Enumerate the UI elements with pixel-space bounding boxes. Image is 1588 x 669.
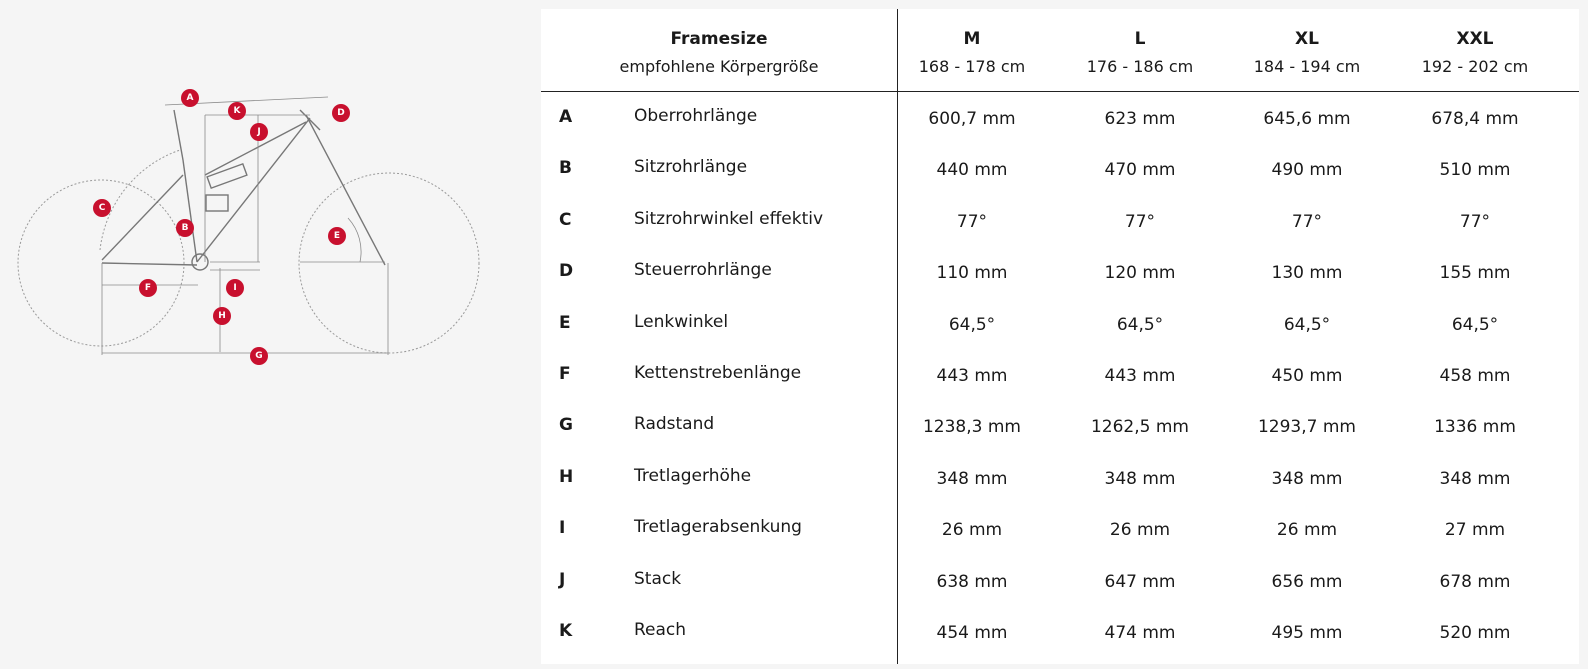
seat-angle-arc: [100, 150, 180, 250]
row-value: 348 mm: [936, 468, 1008, 489]
row-label: Stack: [634, 568, 682, 589]
row-value: 77°: [956, 211, 988, 232]
svg-text:C: C: [98, 203, 106, 213]
row-letter: D: [559, 261, 574, 282]
row-value: 64,5°: [948, 314, 996, 335]
svg-text:F: F: [144, 283, 152, 293]
row-value: 155 mm: [1439, 263, 1511, 284]
svg-text:H: H: [218, 311, 226, 321]
row-letter: G: [559, 415, 573, 436]
row-value: 443 mm: [936, 366, 1008, 386]
table-row: [541, 455, 1579, 507]
row-value: 678 mm: [1439, 571, 1511, 592]
badge-j: [250, 123, 268, 141]
row-label: Kettenstrebenlänge: [634, 363, 802, 383]
row-value: 470 mm: [1104, 160, 1176, 181]
svg-text:I: I: [233, 283, 237, 293]
size-xl-header: [1222, 25, 1392, 81]
row-label: Sitzrohrlänge: [634, 157, 748, 178]
row-value: 443 mm: [1104, 366, 1176, 386]
svg-text:A: A: [186, 93, 194, 103]
row-label: Radstand: [634, 414, 715, 435]
row-value: 1293,7 mm: [1257, 417, 1356, 438]
row-value: 26 mm: [1276, 520, 1338, 541]
size-xxl-header: [1390, 25, 1560, 81]
badge-e: [328, 227, 346, 245]
size-l-range: 176 - 186 cm: [1086, 57, 1194, 76]
table-row: [541, 506, 1579, 558]
framesize-title: Framesize: [670, 29, 768, 49]
row-value: 600,7 mm: [928, 109, 1016, 129]
row-letter: E: [559, 312, 571, 333]
row-value: 678,4 mm: [1431, 109, 1519, 129]
svg-text:K: K: [233, 106, 241, 116]
row-value: 645,6 mm: [1263, 109, 1351, 129]
table-row: [541, 198, 1579, 250]
table-row: [541, 301, 1579, 353]
row-letter: I: [559, 518, 566, 539]
table-row: [541, 558, 1579, 610]
size-l-header: [1055, 25, 1225, 81]
row-value: 26 mm: [941, 520, 1003, 541]
row-value: 120 mm: [1104, 263, 1176, 284]
table-header: [541, 9, 1579, 92]
row-letter: C: [559, 209, 572, 230]
bike-frame: [102, 110, 385, 270]
row-value: 110 mm: [936, 263, 1008, 284]
row-value: 348 mm: [1104, 468, 1176, 489]
row-value: 1238,3 mm: [922, 417, 1021, 438]
size-m-range: 168 - 178 cm: [918, 57, 1026, 76]
row-value: 77°: [1459, 211, 1491, 232]
badge-d: [332, 104, 350, 122]
row-value: 64,5°: [1451, 314, 1499, 335]
row-value: 348 mm: [1439, 468, 1511, 489]
row-value: 638 mm: [936, 571, 1008, 592]
badge-h: [213, 307, 231, 325]
size-xl-range: 184 - 194 cm: [1253, 57, 1361, 76]
row-value: 450 mm: [1271, 366, 1343, 386]
table-row: [541, 609, 1579, 661]
row-value: 656 mm: [1271, 571, 1343, 592]
row-value: 27 mm: [1444, 520, 1506, 541]
table-row: [541, 249, 1579, 301]
bike-geometry-diagram: [0, 60, 520, 390]
row-value: 77°: [1291, 211, 1323, 232]
row-value: 510 mm: [1439, 160, 1511, 181]
size-m-name: M: [963, 29, 981, 49]
height-subtitle: empfohlene Körpergröße: [619, 57, 819, 76]
row-letter: F: [559, 364, 571, 384]
row-value: 130 mm: [1271, 263, 1343, 284]
badge-b: [176, 219, 194, 237]
geometry-table: [541, 9, 1579, 664]
badge-f: [139, 279, 157, 297]
table-row: [541, 146, 1579, 198]
row-label: Lenkwinkel: [634, 311, 729, 332]
row-value: 348 mm: [1271, 468, 1343, 489]
svg-text:J: J: [257, 127, 261, 137]
size-xl-name: XL: [1295, 29, 1319, 49]
framesize-header: [541, 25, 897, 81]
row-value: 1262,5 mm: [1090, 417, 1189, 438]
svg-text:E: E: [333, 231, 341, 241]
size-l-name: L: [1134, 29, 1146, 49]
row-value: 474 mm: [1104, 623, 1176, 643]
row-letter: B: [559, 158, 572, 179]
row-value: 454 mm: [936, 623, 1008, 643]
badge-g: [250, 347, 268, 365]
row-value: 440 mm: [936, 160, 1008, 181]
row-value: 64,5°: [1116, 314, 1164, 335]
row-label: Steuerrohrlänge: [634, 260, 772, 281]
badge-k: [228, 102, 246, 120]
size-xxl-range: 192 - 202 cm: [1421, 57, 1529, 76]
row-value: 458 mm: [1439, 366, 1511, 386]
row-value: 1336 mm: [1434, 417, 1516, 438]
row-value: 520 mm: [1439, 623, 1511, 643]
table-row: [541, 403, 1579, 455]
table-row: [541, 352, 1579, 404]
badge-i: [226, 279, 244, 297]
row-value: 647 mm: [1104, 571, 1176, 592]
row-value: 623 mm: [1104, 109, 1176, 129]
row-value: 64,5°: [1283, 314, 1331, 335]
row-label: Tretlagerhöhe: [634, 465, 752, 486]
row-label: Oberrohrlänge: [634, 106, 758, 126]
row-value: 26 mm: [1109, 520, 1171, 541]
svg-text:G: G: [255, 351, 263, 361]
badge-a: [181, 89, 199, 107]
row-value: 490 mm: [1271, 160, 1343, 181]
row-letter: J: [559, 569, 566, 590]
row-letter: A: [559, 107, 573, 127]
table-row: [541, 95, 1579, 147]
row-value: 495 mm: [1271, 623, 1343, 643]
row-letter: H: [559, 466, 574, 487]
row-letter: K: [559, 621, 573, 641]
row-label: Sitzrohrwinkel effektiv: [634, 208, 824, 229]
svg-text:D: D: [337, 108, 345, 118]
front-wheel: [299, 173, 479, 353]
row-label: Reach: [634, 620, 687, 640]
row-value: 77°: [1124, 211, 1156, 232]
dimension-lines: [102, 97, 388, 355]
row-label: Tretlagerabsenkung: [634, 517, 802, 538]
svg-text:B: B: [181, 223, 189, 233]
size-m-header: [887, 25, 1057, 81]
size-xxl-name: XXL: [1456, 29, 1494, 49]
badge-c: [93, 199, 111, 217]
